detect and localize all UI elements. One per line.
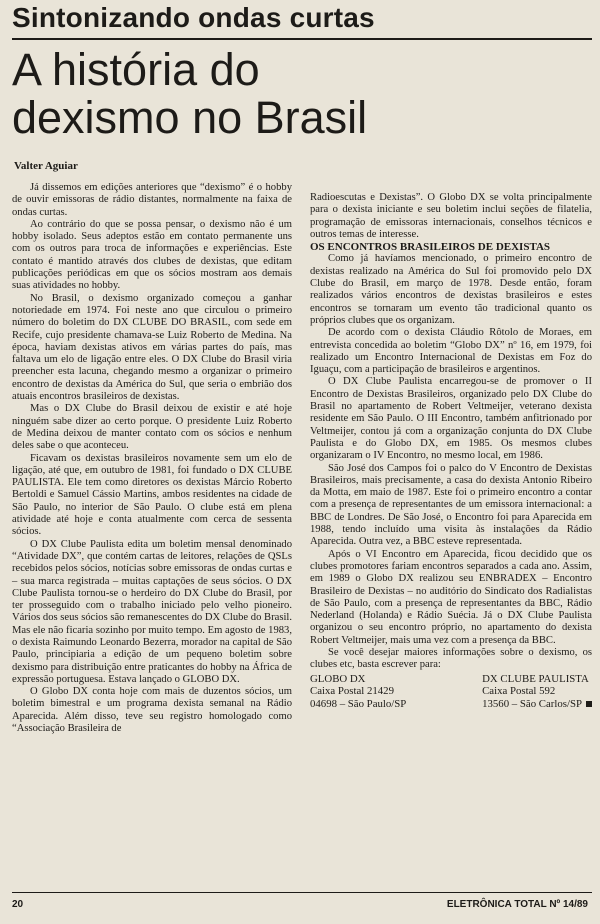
left-column: [12, 182, 292, 735]
paragraph-continued: Radioescutas e Dexistas”. O Globo DX se volta principalmente para o dexista iniciante e seu boletim inclui seções de filatelia, programação de emissoras internacionais, conselhos técnicos e outros temas de interesse.: [310, 192, 592, 240]
paragraph: O DX Clube Paulista encarregou-se de promover o II Encontro de Dexistas Brasileiros, organizado pelo DX Clube do Brasil no apartamento de Robert Veltmeijer, veterano dexista residente em São Paulo. O III Encontro, também anfitrionado por Veltmeijer, contou já com a organização conjunta do DX Clube Paulista e do Globo DX, em 1985. Os mesmos clubes organizaram o IV Encontro, no mesmo local, em 1986.: [310, 376, 592, 462]
address-name: DX CLUBE PAULISTA: [482, 672, 589, 685]
paragraph: Ficavam os dexistas brasileiros novamente sem um elo de ligação, até que, em outubro de 1981, foi fundado o DX CLUBE PAULISTA. Ele tem como diretores os dexistas Márcio Roberto Bertoldi e Samuel Cássio Martins, ambos residentes na cidade de São Paulo, no interior de São Paulo. O clube está em plena atividade até hoje e conta atualmente com cerca de sessenta sócios.: [12, 452, 292, 538]
heading-rule: [12, 38, 592, 40]
address-dx-clube-paulista: [482, 673, 592, 711]
paragraph: No Brasil, o dexismo organizado começou a ganhar notoriedade em 1974. Foi neste ano que circulou o primeiro número do boletim do DX CLUBE DO BRASIL, com sede em Recife, cujo presidente chamava-se Luiz Roberto de Medina. Na época, haviam dexistas ativos em várias partes do país, mas faltava um elo de ligação entre eles. O DX Clube do Brasil viria preencher esta lacuna, chegando mesmo a organizar o primeiro encontro de dexistas da América do Sul, que seria o embrião dos atuais encontros brasileiros de dexistas.: [12, 292, 292, 403]
paragraph: Já dissemos em edições anteriores que “dexismo” é o hobby de ouvir emissoras de rádio distantes, normalmente na faixa de ondas curtas.: [12, 182, 292, 218]
address-box: Caixa Postal 592: [482, 685, 556, 698]
paragraph: Se você desejar maiores informações sobre o dexismo, os clubes etc, basta escrever para:: [310, 646, 592, 671]
address-name: GLOBO DX: [310, 672, 366, 685]
address-city: 04698 – São Paulo/SP: [310, 697, 407, 710]
paragraph: Ao contrário do que se possa pensar, o dexismo não é um hobby isolado. Seus adeptos estão em contato permanente uns com os outros para troca de informações e experiências. Este contato é mantido através dos clubes de dexistas, que editam publicações periódicas em que os sócios mostram aos demais suas atividades no hobby.: [12, 218, 292, 292]
paragraph: Como já havíamos mencionado, o primeiro encontro de dexistas realizado na América do Sul foi promovido pelo DX Clube do Brasil, em março de 1978. Desde então, foram realizados vários encontros de dexistas brasileiros e estes encontros se tornaram um evento tão tradicional quanto os próprios clubes que os organizam.: [310, 253, 592, 326]
paragraph: Mas o DX Clube do Brasil deixou de existir e até hoje ninguém sabe dizer ao certo porque. O presidente Luiz Roberto de Medina deixou de manter contato com os sócios e nenhum deles sabe o que aconteceu.: [12, 403, 292, 452]
address-block: [310, 673, 592, 711]
author-byline: Valter Aguiar: [14, 160, 78, 172]
subheading: OS ENCONTROS BRASILEIROS DE DEXISTAS: [310, 241, 551, 254]
paragraph: O Globo DX conta hoje com mais de duzentos sócios, um boletim bimestral e um programa dexista semanal na Rádio Aparecida. Além disso, teve seu registro homologado como “Associação Brasileira de: [12, 686, 292, 735]
article-title: [12, 46, 572, 142]
paragraph: Após o VI Encontro em Aparecida, ficou decidido que os clubes promotores fariam encontros separados a cada ano. Assim, em 1989 o Globo DX realizou seu ENBRADEX – Encontro Brasileiro de Dexistas – no auditório do Sindicato dos Radialistas de São Paulo, com a presença de representantes da BBC, Rádio Nederland (Holanda) e Rádio Suécia. Já o DX Clube Paulista organizou o seu encontro próprio, no apartamento do dexista Robert Veltmeijer, mais uma vez com a presença da BBC.: [310, 548, 592, 646]
section-heading: Sintonizando ondas curtas: [12, 2, 375, 33]
right-column: [310, 192, 592, 710]
paragraph: O DX Clube Paulista edita um boletim mensal denominado “Atividade DX”, que contém cartas de leitores, relações de QSLs recebidos pelos sócios, notícias sobre emissoras de ondas curtas e – sua marca registrada – muitas captações de seus sócios. O DX Clube Paulista tornou-se o herdeiro do DX Clube do Brasil, por ter prosseguido com o trabalho iniciado pelo velho pioneiro. Vários dos seus sócios são remanescentes do DX Clube do Brasil. Mas ele não ficaria sozinho por muito tempo. Em agosto de 1983, o dexista Raimundo Leonardo Bezerra, morador na capital de São Paulo, principiaria a edição de um pequeno boletim sobre dexismo para distribuição entre praticantes do hobby na África de expressão portuguesa. Estava lançado o GLOBO DX.: [12, 538, 292, 685]
address-globo-dx: [310, 673, 406, 711]
footer-rule: [12, 892, 592, 893]
page-number: 20: [12, 899, 24, 910]
address-city: 13560 – São Carlos/SP: [482, 697, 582, 710]
address-box: Caixa Postal 21429: [310, 685, 394, 698]
end-of-article-mark: [586, 701, 592, 707]
paragraph: De acordo com o dexista Cláudio Rôtolo de Moraes, em entrevista concedida ao boletim “Globo DX” nº 16, em 1979, foi realizado um Encontro Internacional de Dexistas em Foz do Iguaçu, com a participação de brasileiros e argentinos.: [310, 327, 592, 376]
paragraph: São José dos Campos foi o palco do V Encontro de Dexistas Brasileiros, mais precisamente, a casa do dexista Antonio Ribeiro da Motta, em maio de 1987. Este foi o primeiro encontro a contar com a presença de representantes de um emissora internacional: a BBC de Londres. De São José, o Encontro foi para Aparecida em 1988, tendo incluído uma visita às instalações da Rádio Aparecida. Outra vez, a BBC esteve representada.: [310, 462, 592, 548]
title-line-2: dexismo no Brasil: [12, 92, 368, 143]
title-line-1: A história do: [12, 44, 260, 95]
magazine-issue: ELETRÔNICA TOTAL Nº 14/89: [446, 899, 588, 910]
